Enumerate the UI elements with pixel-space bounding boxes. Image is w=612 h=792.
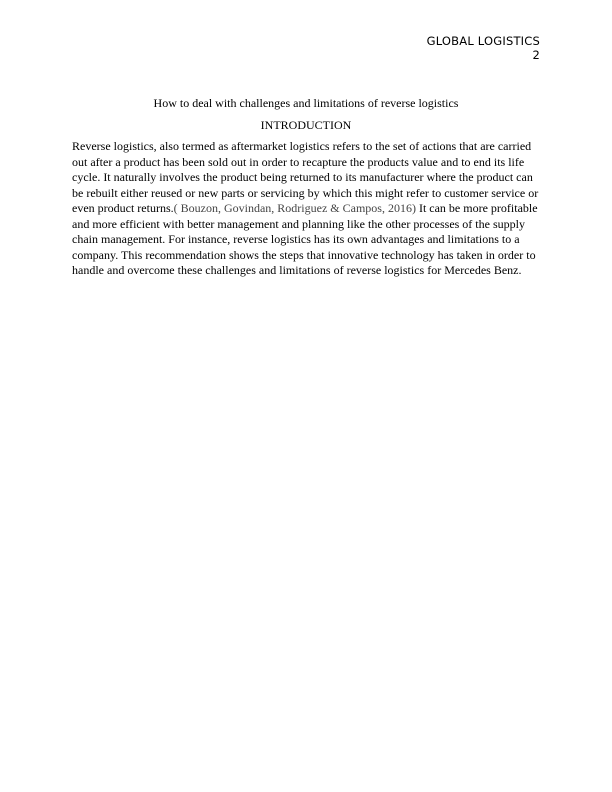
running-title: GLOBAL LOGISTICS [426, 34, 540, 48]
running-header [427, 34, 540, 62]
document-body [72, 96, 540, 279]
section-heading: INTRODUCTION [260, 117, 352, 132]
introduction-paragraph [72, 139, 540, 279]
document-title: How to deal with challenges and limitations of reverse logistics [153, 96, 459, 110]
page-number: 2 [532, 48, 540, 62]
paragraph-text-part-1: Reverse logistics, also termed as aftermarket logistics refers to the set of actions that are carried out after a product has been sold out in order to recapture the products value and to end its life cycle. It naturally involves the product being returned to its manufacturer where the product can be rebuilt either reused or new parts or servicing by which this might refer to customer service or even product returns. [72, 139, 539, 215]
paragraph-text-part-2: It can be more profitable and more efficient with better management and planning like the other processes of the supply chain management. For instance, reverse logistics has its own advantages and limitations to a company. This recommendation shows the steps that innovative technology has taken in order to handle and overcome these challenges and limitations of reverse logistics for Mercedes Benz. [72, 201, 538, 277]
citation: ( Bouzon, Govindan, Rodriguez & Campos, 2016) [173, 201, 416, 215]
